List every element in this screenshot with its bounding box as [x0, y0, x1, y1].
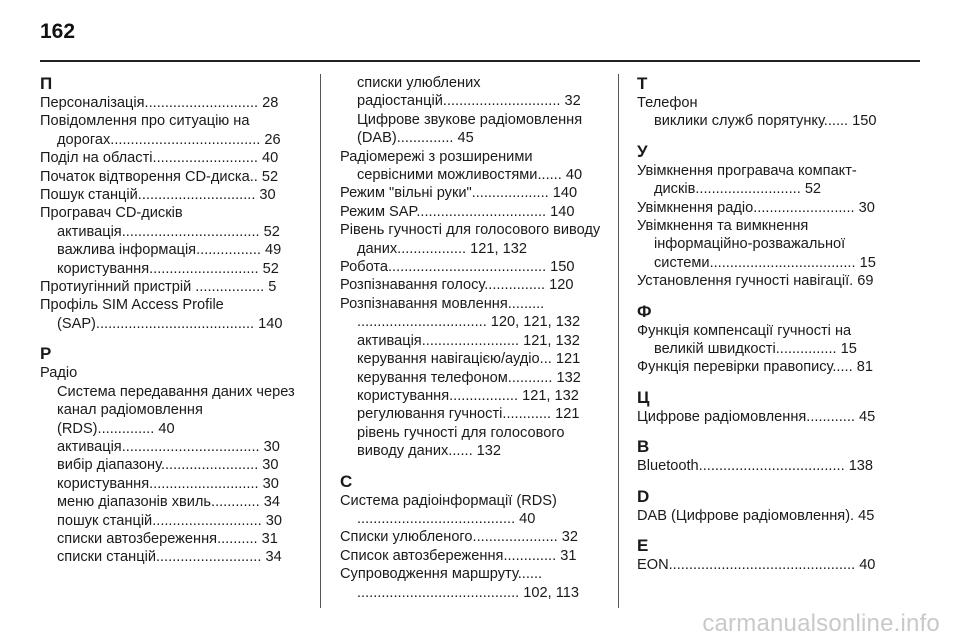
index-entry: Установлення гучності навігації. 69: [637, 273, 874, 290]
column-divider: [618, 74, 619, 608]
index-subentry: користування................. 121, 132: [357, 387, 579, 404]
index-entry: Bluetooth.................................... 138: [637, 458, 874, 475]
index-entry: Радіо: [40, 365, 78, 382]
watermark: carmanualsonline.info: [702, 610, 940, 637]
index-subentry: вибір діапазону........................ 30: [57, 457, 279, 474]
index-letter-heading: Т: [637, 74, 648, 93]
index-entry: Рівень гучності для голосового виводу даних................. 121, 132: [340, 222, 601, 257]
index-entry: Список автозбереження............. 31: [340, 547, 577, 564]
index-subentry: виклики служб порятунку...... 150: [654, 113, 877, 130]
index-subentry: списки автозбереження.......... 31: [57, 530, 278, 547]
index-letter-heading: Ф: [637, 301, 652, 321]
index-letter-heading: П: [40, 74, 53, 93]
index-letter-heading: С: [340, 471, 353, 491]
index-letter-heading: E: [637, 536, 649, 556]
index-entry: Розпізнавання мовлення......... ................................ 120, 121, 132: [340, 295, 581, 331]
index-subentry: користування........................... 30: [57, 475, 279, 492]
index-entry: Персоналізація............................ 28: [40, 95, 279, 111]
index-entry: Радіомережі з розширеними сервісними можливостями...... 40: [340, 148, 583, 184]
index-subentry: активація.................................. 52: [57, 223, 280, 240]
index-entry: Розпізнавання голосу............... 120: [340, 277, 574, 294]
index-entry: Функція перевірки правопису..... 81: [637, 359, 873, 376]
index-entry: Цифрове радіомовлення............ 45: [637, 408, 876, 425]
index-subentry: списки станцій.......................... 34: [57, 549, 282, 566]
index-letter-heading: Р: [40, 344, 52, 364]
index-entry: Режим SAP................................ 140: [340, 203, 575, 220]
header-rule: [40, 60, 920, 62]
index-column-1: [40, 74, 302, 567]
index-entry: Поділ на області.......................... 40: [40, 150, 279, 167]
index-entry: Супроводження маршруту...... ........................................ 102, 113: [340, 566, 579, 601]
index-subentry: користування........................... 52: [57, 260, 279, 277]
index-entry: Протиугінний пристрій ................. 5: [40, 279, 277, 296]
index-entry: Система радіоінформації (RDS) ....................................... 40: [340, 492, 557, 527]
index-entry: EON.............................................. 40: [637, 557, 876, 574]
index-entry: DAB (Цифрове радіомовлення). 45: [637, 507, 875, 524]
index-subentry: рівень гучності для голосового виводу даних...... 132: [357, 424, 565, 460]
index-subentry: меню діапазонів хвиль............ 34: [57, 494, 280, 511]
index-entry: Програвач CD-дисків: [40, 205, 183, 222]
index-subentry: пошук станцій........................... 30: [57, 512, 282, 529]
index-entry: Режим "вільні руки"................... 140: [340, 185, 578, 202]
index-letter-heading: У: [637, 141, 648, 161]
index-subentry: активація........................ 121, 132: [357, 332, 580, 349]
index-column-3: [637, 74, 899, 575]
index-subentry: активація.................................. 30: [57, 438, 280, 455]
index-entry: Увімкнення програвача компакт-дисків.......................... 52: [637, 162, 857, 198]
index-subentry: важлива інформація................ 49: [57, 242, 282, 259]
index-subentry: керування телефоном........... 132: [357, 369, 581, 386]
index-subentry: регулювання гучності............ 121: [357, 406, 580, 423]
index-letter-heading: Ц: [637, 387, 650, 407]
index-entry: Робота....................................... 150: [340, 259, 575, 276]
index-entry: Увімкнення радіо......................... 30: [637, 199, 875, 216]
index-letter-heading: B: [637, 437, 650, 457]
index-entry: Увімкнення та вимкнення інформаційно-розважальної системи.................................... 15: [637, 218, 876, 271]
index-entry: Початок відтворення CD-диска.. 52: [40, 168, 279, 185]
index-subentry: керування навігацією/аудіо... 121: [357, 351, 581, 368]
page-number: 162: [40, 20, 76, 43]
index-entry: Списки улюбленого..................... 32: [340, 529, 578, 546]
index-entry: Функція компенсації гучності на великій швидкості............... 15: [637, 322, 857, 358]
index-column-2: [340, 74, 602, 602]
index-subentry: Система передавання даних через канал радіомовлення (RDS).............. 40: [57, 383, 295, 437]
column-divider: [320, 74, 321, 608]
index-letter-heading: D: [637, 486, 650, 506]
index-entry: Телефон: [637, 95, 698, 111]
index-subentry: списки улюблених радіостанцій............................. 32: [357, 75, 581, 110]
index-entry: Профіль SIM Access Profile (SAP)....................................... 140: [40, 297, 283, 332]
index-subentry: Цифрове звукове радіомовлення (DAB).............. 45: [357, 111, 583, 147]
index-entry: Повідомлення про ситуацію на дорогах..................................... 26: [40, 113, 281, 148]
index-entry: Пошук станцій............................. 30: [40, 187, 276, 204]
